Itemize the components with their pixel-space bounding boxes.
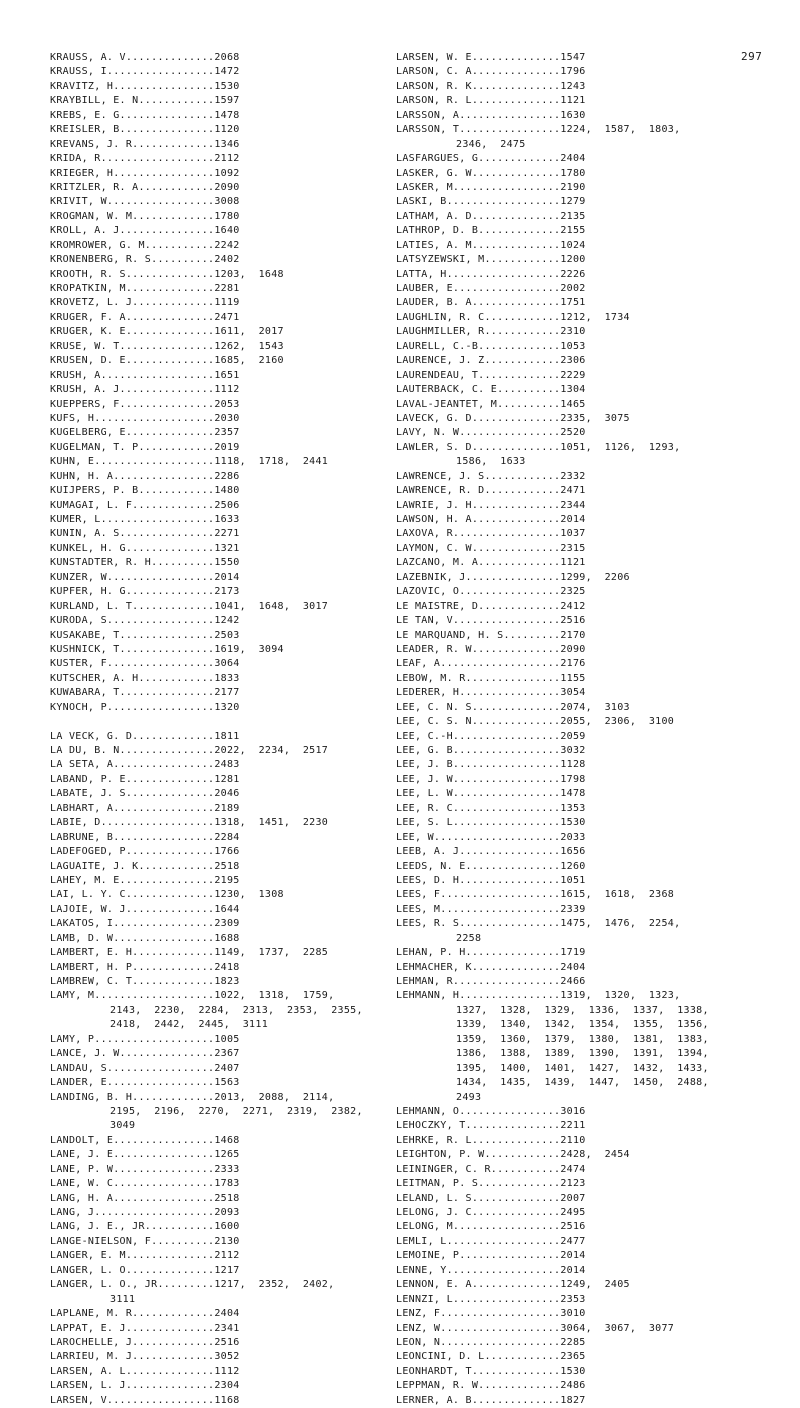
index-entry: KRUSH, A..................1651 [50,369,240,381]
index-entry: LEONCINI, D. L............2365 [396,1351,586,1363]
index-entry: LAWRIE, J. H..............2344 [396,499,586,511]
index-entry: KUGELMAN, T. P............2019 [50,441,240,453]
index-entry: LEHMACHER, K..............2404 [396,961,586,973]
index-entry: LANGER, L. O., JR.........1217, 2352, 2402, [50,1279,335,1291]
index-entry: LARSON, R. L..............1121 [396,95,586,107]
index-entry: LAWLER, S. D..............1051, 1126, 1293, [396,441,681,453]
index-entry: LEHAN, P. H...............1719 [396,947,586,959]
index-entry: LAHEY, M. E...............2195 [50,874,240,886]
index-entry: LEHMAN, R.................2466 [396,976,586,987]
index-entry: LARSEN, W. E..............1547 [396,52,586,63]
index-entry: LANE, P. W................2333 [50,1163,240,1175]
index-entry: LANE, J. E................1265 [50,1149,240,1161]
index-entry: LAYMON, C. W..............2315 [396,542,586,554]
index-entry-continuation: 2493 [456,1091,482,1103]
index-entry: LA DU, B. N...............2022, 2234, 2517 [50,745,329,756]
index-entry: LANE, W. C................1783 [50,1178,240,1190]
index-entry: LANDAU, S.................2407 [50,1062,240,1074]
index-entry: LARSEN, A. L..............1112 [50,1365,240,1377]
index-entry: LENZ, F...................3010 [396,1308,586,1320]
index-entry: LAVECK, G. D..............2335, 3075 [396,412,630,424]
index-entry: LEDERER, H................3054 [396,687,586,699]
index-entry: LABRUNE, B................2284 [50,831,240,843]
index-entry: KUIJPERS, P. B............1480 [50,485,240,497]
page-number: 297 [741,50,763,63]
index-entry: LA VECK, G. D.............1811 [50,730,240,742]
index-entry: LARRIEU, M. J.............3052 [50,1351,240,1363]
index-entry: LABHART, A................2189 [50,802,240,814]
index-entry: LERNER, A. B..............1827 [396,1394,586,1406]
index-entry: KUTSCHER, A. H............1833 [50,672,240,684]
index-entry: KRUSH, A. J...............1112 [50,384,240,396]
index-entry: LAZEBNIK, J...............1299, 2206 [396,571,630,583]
index-entry: KUFS, H...................2030 [50,412,240,424]
index-entry: LEE, G. B.................3032 [396,745,586,756]
index-entry: LARSON, C. A..............1796 [396,66,586,78]
index-entry: LEMOINE, P................2014 [396,1250,586,1262]
index-entry: KROMROWER, G. M...........2242 [50,239,240,251]
index-entry: LASFARGUES, G.............2404 [396,153,586,165]
index-entry: LAZCANO, M. A.............1121 [396,557,586,569]
index-entry: KREISLER, B...............1120 [50,124,240,136]
index-entry: KREVANS, J. R.............1346 [50,138,240,150]
index-entry: LASKER, G. W..............1780 [396,167,586,179]
index-entry: KRAUSS, A. V..............2068 [50,52,240,63]
index-entry: KROVETZ, L. J.............1119 [50,297,240,309]
index-entry: LAZOVIC, O................2325 [396,586,586,598]
index-entry: LAMBERT, H. P.............2418 [50,961,240,973]
index-entry: LASKI, B..................1279 [396,196,586,208]
index-entry: LAROCHELLE, J.............2516 [50,1336,240,1348]
index-entry: KURODA, S.................1242 [50,615,240,627]
index-entry: LEON, N...................2285 [396,1336,586,1348]
index-entry: KROPATKIN, M..............2281 [50,283,240,294]
index-entry: LELAND, L. S..............2007 [396,1192,586,1204]
index-entry: LAWRENCE, R. D............2471 [396,485,586,497]
index-entry: LAURELL, C.-B.............1053 [396,340,586,352]
index-entry: LEEB, A. J................1656 [396,846,586,858]
index-entry: LAVAL-JEANTET, M..........1465 [396,398,586,410]
index-entry: LANG, J...................2093 [50,1207,240,1218]
index-entry: LEHMANN, H................1319, 1320, 1323, [396,990,681,1002]
index-entry: LARSSON, A................1630 [396,109,586,121]
index-entry: LANDING, B. H.............2013, 2088, 2114, [50,1091,335,1103]
index-entry: LEE, L. W.................1478 [396,788,586,800]
index-entry-continuation: 1386, 1388, 1389, 1390, 1391, 1394, [456,1048,709,1060]
index-entry: LEE, C. N. S..............2074, 3103 [396,701,630,713]
index-entry: KROLL, A. J...............1640 [50,225,240,237]
index-entry: LEES, D. H................1051 [396,874,586,886]
index-column-right [396,51,756,1408]
index-entry-continuation: 2195, 2196, 2270, 2271, 2319, 2382, [110,1105,363,1117]
index-entry: LE TAN, V.................2516 [396,615,586,627]
index-entry: LEEDS, N. E...............1260 [396,860,586,872]
index-entry-continuation: 1434, 1435, 1439, 1447, 1450, 2488, [456,1077,709,1089]
index-entry: LAVY, N. W................2520 [396,427,586,439]
index-entry: KUHN, E...................1118, 1718, 2441 [50,456,329,468]
index-entry: KRUSEN, D. E..............1685, 2160 [50,355,284,367]
index-entry: LAKATOS, I................2309 [50,918,240,930]
index-entry-continuation: 2258 [456,932,482,944]
index-entry: LAWRENCE, J. S............2332 [396,470,586,482]
index-entry: KYNOCH, P.................1320 [50,701,240,713]
index-entry: LATHROP, D. B.............2155 [396,225,586,237]
index-entry: KROGMAN, W. M.............1780 [50,210,240,222]
index-entry: LABATE, J. S..............2046 [50,788,240,800]
index-entry: LATTA, H..................2226 [396,268,586,280]
index-entry: LENZ, W...................3064, 3067, 3077 [396,1322,675,1334]
index-entry: LEADER, R. W..............2090 [396,643,586,655]
index-entry: LABIE, D..................1318, 1451, 2230 [50,817,329,829]
index-entry-continuation: 1327, 1328, 1329, 1336, 1337, 1338, [456,1004,709,1016]
index-entry: LENNZI, L.................2353 [396,1293,586,1305]
index-entry: LADEFOGED, P..............1766 [50,846,240,858]
index-entry: LATIES, A. M..............1024 [396,239,586,251]
index-entry: LEAF, A...................2176 [396,658,586,670]
index-entry: LANG, J. E., JR...........1600 [50,1221,240,1233]
index-entry: LEONHARDT, T..............1530 [396,1365,586,1377]
index-entry: LAUDER, B. A..............1751 [396,297,586,309]
index-entry: LEE, J. B.................1128 [396,759,586,771]
index-entry: LENNE, Y..................2014 [396,1264,586,1276]
index-entry: KRUGER, F. A..............2471 [50,311,240,323]
index-entry: LAPLANE, M. R.............2404 [50,1308,240,1320]
index-entry: LEE, S. L.................1530 [396,817,586,829]
index-entry-continuation: 1395, 1400, 1401, 1427, 1432, 1433, [456,1062,709,1074]
index-entry: LELONG, M.................2516 [396,1221,586,1233]
index-entry: LEE, R. C.................1353 [396,802,586,814]
index-entry: LAXOVA, R.................1037 [396,528,586,540]
index-entry: LAUBER, E.................2002 [396,283,586,294]
index-entry: LANGER, E. M..............2112 [50,1250,240,1262]
index-entry: KRIDA, R..................2112 [50,153,240,165]
index-entry: LA SETA, A................2483 [50,759,240,771]
index-entry: LARSON, R. K..............1243 [396,80,586,92]
index-entry: LARSSON, T................1224, 1587, 1803, [396,124,681,136]
index-entry: LE MARQUAND, H. S.........2170 [396,629,586,641]
index-entry: LARSEN, L. J..............2304 [50,1380,240,1392]
index-entry: LEE, J. W.................1798 [396,773,586,785]
index-entry-continuation: 1359, 1360, 1379, 1380, 1381, 1383, [456,1033,709,1045]
index-entry: LEHOCZKY, T...............2211 [396,1120,586,1132]
index-entry: LENNON, E. A..............1249, 2405 [396,1279,630,1291]
index-entry: LANDOLT, E................1468 [50,1134,240,1146]
index-entry: KUMER, L..................1633 [50,514,240,525]
index-entry: LAMB, D. W................1688 [50,932,240,944]
index-entry: LEITMAN, P. S.............2123 [396,1178,586,1190]
index-entry: LATHAM, A. D..............2135 [396,210,586,222]
index-entry: LEMLI, L..................2477 [396,1235,586,1247]
index-entry: LANGER, L. O..............1217 [50,1264,240,1276]
index-entry: LEININGER, C. R...........2474 [396,1163,586,1175]
index-entry: KRITZLER, R. A............2090 [50,181,240,193]
index-entry: KRAYBILL, E. N............1597 [50,95,240,107]
index-entry: LAWSON, H. A..............2014 [396,514,586,525]
index-entry: LANDER, E.................1563 [50,1077,240,1089]
index-entry: LE MAISTRE, D.............2412 [396,600,586,612]
index-entry: KUSTER, F.................3064 [50,658,240,670]
index-entry: LEES, M...................2339 [396,903,586,915]
index-entry: LATSYZEWSKI, M............1200 [396,254,586,266]
index-entry-continuation: 2143, 2230, 2284, 2313, 2353, 2355, [110,1004,363,1016]
index-entry: LEES, R. S................1475, 1476, 2254, [396,918,681,930]
index-entry: LAMY, P...................1005 [50,1033,240,1045]
index-entry: KUHN, H. A................2286 [50,470,240,482]
index-entry: KURLAND, L. T.............1041, 1648, 3017 [50,600,329,612]
index-entry: LASKER, M.................2190 [396,181,586,193]
index-entry: KRONENBERG, R. S..........2402 [50,254,240,266]
index-entry: LAJOIE, W. J..............1644 [50,903,240,915]
index-entry: LARSEN, V.................1168 [50,1394,240,1406]
index-entry-continuation: 2418, 2442, 2445, 3111 [110,1019,269,1031]
index-entry: LAURENDEAU, T.............2229 [396,369,586,381]
index-entry: LEE, C.-H.................2059 [396,730,586,742]
index-entry: KRIEGER, H................1092 [50,167,240,179]
section-gap [50,715,390,729]
index-entry: LAI, L. Y. C..............1230, 1308 [50,889,284,901]
index-entry: LAGUAITE, J. K............2518 [50,860,240,872]
index-entry: LEE, W....................2033 [396,831,586,843]
index-entry: LEHRKE, R. L..............2110 [396,1134,586,1146]
index-entry: LAUGHMILLER, R............2310 [396,326,586,338]
index-entry: KRAVITZ, H................1530 [50,80,240,92]
index-entry: KUPFER, H. G..............2173 [50,586,240,598]
index-entry-continuation: 1339, 1340, 1342, 1354, 1355, 1356, [456,1019,709,1031]
index-entry: LANG, H. A................2518 [50,1192,240,1204]
index-entry: LEHMANN, O................3016 [396,1105,586,1117]
index-entry: LAMBERT, E. H.............1149, 1737, 2285 [50,947,329,959]
index-entry: KUWABARA, T...............2177 [50,687,240,699]
index-entry: KUEPPERS, F...............2053 [50,398,240,410]
index-entry: KRUSE, W. T...............1262, 1543 [50,340,284,352]
index-entry: KUGELBERG, E..............2357 [50,427,240,439]
index-column-left [50,51,390,1408]
index-entry: KROOTH, R. S..............1203, 1648 [50,268,284,280]
index-entry-continuation: 3049 [110,1120,136,1132]
index-entry: LEIGHTON, P. W............2428, 2454 [396,1149,630,1161]
index-entry: KREBS, E. G...............1478 [50,109,240,121]
index-entry: KUMAGAI, L. F.............2506 [50,499,240,511]
index-entry: LANCE, J. W...............2367 [50,1048,240,1060]
index-entry: KUNIN, A. S...............2271 [50,528,240,540]
index-entry: KUSHNICK, T...............1619, 3094 [50,643,284,655]
index-entry: LEPPMAN, R. W.............2486 [396,1380,586,1392]
index-entry: LABAND, P. E..............1281 [50,773,240,785]
index-entry: KUNZER, W.................2014 [50,571,240,583]
index-entry: LELONG, J. C..............2495 [396,1207,586,1218]
index-entry: LANGE-NIELSON, F..........2130 [50,1235,240,1247]
index-entry: LAPPAT, E. J..............2341 [50,1322,240,1334]
index-entry: LAUGHLIN, R. C............1212, 1734 [396,311,630,323]
index-entry: LEBOW, M. R...............1155 [396,672,586,684]
index-entry-continuation: 1586, 1633 [456,456,526,468]
index-entry: KRAUSS, I.................1472 [50,66,240,78]
index-entry: LAMY, M...................1022, 1318, 1759, [50,990,335,1002]
index-entry-continuation: 3111 [110,1293,136,1305]
index-entry: KRIVIT, W.................3008 [50,196,240,208]
index-entry: KUNSTADTER, R. H..........1550 [50,557,240,569]
index-entry: LEES, F...................1615, 1618, 2368 [396,889,675,901]
index-entry: KRUGER, K. E..............1611, 2017 [50,326,284,338]
index-entry: LEE, C. S. N..............2055, 2306, 3100 [396,716,675,728]
index-entry-continuation: 2346, 2475 [456,138,526,150]
index-entry: LAURENCE, J. Z............2306 [396,355,586,367]
index-entry: LAMBREW, C. T.............1823 [50,976,240,987]
index-entry: KUNKEL, H. G..............1321 [50,542,240,554]
index-entry: KUSAKABE, T...............2503 [50,629,240,641]
index-entry: LAUTERBACK, C. E..........1304 [396,384,586,396]
